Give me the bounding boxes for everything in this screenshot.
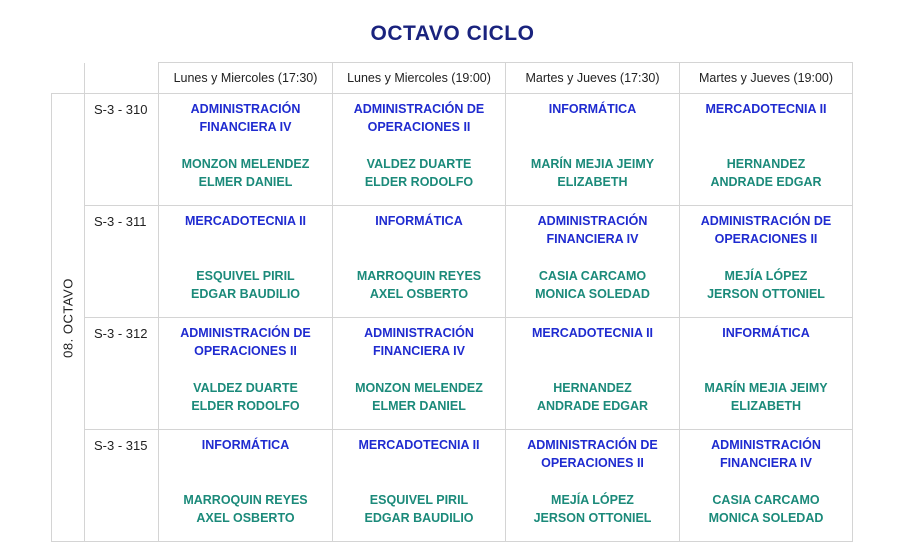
schedule-cell [333,318,506,430]
schedule-table [51,62,853,542]
schedule-row [52,206,853,318]
teacher-name-line: ESQUIVEL PIRIL [196,269,295,283]
teacher-name-line: MARÍN MEJIA JEIMY [530,157,655,171]
teacher-name [333,379,505,415]
schedule-cell [506,430,680,542]
teacher-name-line: MARROQUIN REYES [356,269,482,283]
course-name-line: FINANCIERA IV [720,456,812,470]
teacher-name-line: VALDEZ DUARTE [193,381,298,395]
schedule-cell [333,94,506,206]
schedule-row [52,318,853,430]
level-cell [52,94,85,542]
schedule-cell [159,94,333,206]
schedule-cell [680,318,853,430]
teacher-name [159,155,332,191]
header-blank-cell [52,63,85,94]
course-name-line: ADMINISTRACIÓN [711,438,821,452]
schedule-cell [506,94,680,206]
schedule-cell [333,430,506,542]
teacher-name [506,267,679,303]
course-name-line: OPERACIONES II [714,232,818,246]
schedule-cell [506,206,680,318]
course-name [680,318,852,342]
teacher-name [680,491,852,527]
teacher-name-line: MONZON MELENDEZ [355,381,483,395]
schedule-cell [159,318,333,430]
schedule-cell [680,94,853,206]
schedule-cell [159,206,333,318]
header-cell: Lunes y Miercoles (19:00) [333,63,506,94]
course-name-line: OPERACIONES II [194,344,297,358]
schedule-cell [680,206,853,318]
course-name [159,94,332,136]
teacher-name [680,379,852,415]
schedule-row [52,430,853,542]
teacher-name [333,267,505,303]
teacher-name [506,379,679,415]
teacher-name [680,155,852,191]
teacher-name [680,267,852,303]
course-name-line: FINANCIERA IV [546,232,639,246]
course-name-line: INFORMÁTICA [548,102,637,116]
course-name-line: ADMINISTRACIÓN [537,214,648,228]
teacher-name-line: HERNANDEZ [726,157,806,171]
course-name-line: OPERACIONES II [541,456,644,470]
course-name-line: FINANCIERA IV [199,120,292,134]
teacher-name-line: HERNANDEZ [553,381,632,395]
teacher-name-line: ELMER DANIEL [198,175,293,189]
schedule-cell [333,206,506,318]
course-name [159,206,332,230]
course-name [159,430,332,454]
teacher-name [159,491,332,527]
course-name-line: MERCADOTECNIA II [531,326,654,340]
teacher-name [159,379,332,415]
course-name [506,206,679,248]
course-name-line: ADMINISTRACIÓN DE [527,438,658,452]
header-blank-cell [85,63,159,94]
course-name [506,318,679,342]
teacher-name-line: EDGAR BAUDILIO [190,287,301,301]
teacher-name-line: MONICA SOLEDAD [708,511,824,525]
header-row [52,63,853,94]
teacher-name [506,491,679,527]
teacher-name-line: ANDRADE EDGAR [536,399,649,413]
schedule-row [52,94,853,206]
course-name [333,430,505,454]
teacher-name-line: MEJÍA LÓPEZ [724,269,808,283]
teacher-name-line: MONICA SOLEDAD [535,287,650,301]
teacher-name-line: MARÍN MEJIA JEIMY [704,381,828,395]
course-name [159,318,332,360]
schedule-cell [159,430,333,542]
teacher-name-line: MARROQUIN REYES [183,493,308,507]
teacher-name-line: ANDRADE EDGAR [710,175,822,189]
teacher-name-line: CASIA CARCAMO [538,269,647,283]
section-label: S-3 - 315 [85,430,159,542]
teacher-name-line: ELDER RODOLFO [191,399,300,413]
section-label: S-3 - 310 [85,94,159,206]
course-name-line: ADMINISTRACIÓN DE [180,326,311,340]
course-name-line: ADMINISTRACIÓN DE [353,102,485,116]
teacher-name-line: ESQUIVEL PIRIL [369,493,469,507]
teacher-name-line: ELIZABETH [730,399,802,413]
course-name-line: MERCADOTECNIA II [358,438,480,452]
course-name-line: INFORMÁTICA [722,326,810,340]
teacher-name-line: MEJÍA LÓPEZ [551,493,634,507]
course-name [680,94,852,118]
teacher-name-line: JERSON OTTONIEL [533,511,652,525]
teacher-name [159,267,332,303]
page-title: OCTAVO CICLO [370,22,535,45]
teacher-name-line: MONZON MELENDEZ [181,157,310,171]
course-name-line: FINANCIERA IV [373,344,465,358]
course-name-line: ADMINISTRACIÓN DE [700,214,832,228]
section-label: S-3 - 311 [85,206,159,318]
teacher-name-line: VALDEZ DUARTE [366,157,472,171]
teacher-name-line: EDGAR BAUDILIO [364,511,474,525]
course-name [333,94,505,136]
header-cell: Martes y Jueves (17:30) [506,63,680,94]
teacher-name-line: AXEL OSBERTO [196,511,295,525]
course-name-line: MERCADOTECNIA II [705,102,827,116]
course-name-line: ADMINISTRACIÓN [190,102,301,116]
course-name [680,430,852,472]
teacher-name-line: AXEL OSBERTO [369,287,469,301]
header-cell: Lunes y Miercoles (17:30) [159,63,333,94]
course-name [506,94,679,118]
teacher-name-line: ELIZABETH [557,175,628,189]
course-name [333,318,505,360]
course-name-line: OPERACIONES II [367,120,471,134]
course-name-line: INFORMÁTICA [201,438,290,452]
section-label: S-3 - 312 [85,318,159,430]
course-name [333,206,505,230]
course-name [506,430,679,472]
level-label: 08. OCTAVO [60,277,76,358]
course-name-line: ADMINISTRACIÓN [364,326,474,340]
teacher-name-line: CASIA CARCAMO [712,493,820,507]
teacher-name [333,491,505,527]
teacher-name-line: JERSON OTTONIEL [707,287,825,301]
teacher-name-line: ELMER DANIEL [372,399,466,413]
course-name [680,206,852,248]
course-name-line: MERCADOTECNIA II [184,214,307,228]
teacher-name [506,155,679,191]
schedule-cell [506,318,680,430]
course-name-line: INFORMÁTICA [375,214,463,228]
teacher-name-line: ELDER RODOLFO [364,175,474,189]
schedule-cell [680,430,853,542]
teacher-name [333,155,505,191]
header-cell: Martes y Jueves (19:00) [680,63,853,94]
